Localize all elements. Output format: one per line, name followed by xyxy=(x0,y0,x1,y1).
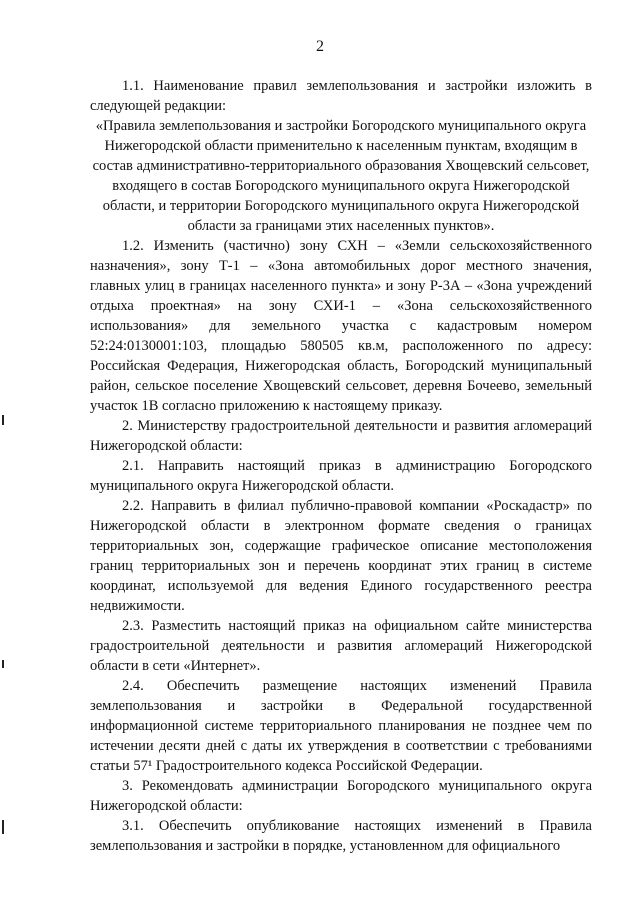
paragraph-2-2: 2.2. Направить в филиал публично-правовой компании «Роскадастр» по Нижегородской области в электронном формате сведения о границах территориальных зон, содержащие графическое описание местоположения границ территориальных зон и перечень координат этих границ в системе координат, используемой для ведения Единого государственного реестра недвижимости. xyxy=(90,498,592,614)
paragraph-3-1: 3.1. Обеспечить опубликование настоящих изменений в Правила землепользования и застройки в порядке, установленном для официального xyxy=(90,818,592,854)
rules-title-quote: «Правила землепользования и застройки Богородского муниципального округа Нижегородской области применительно к населенным пунктам, входящим в состав административно-территориального образования Хвощевский сельсовет, входящего в состав Богородского муниципального округа Нижегородской области, и территории Богородского муниципального округа Нижегородской области за границами этих населенных пунктов». xyxy=(92,118,590,234)
scan-edge-mark xyxy=(2,820,4,834)
document-body xyxy=(90,76,592,856)
paragraph-2: 2. Министерству градостроительной деятельности и развития агломераций Нижегородской области: xyxy=(90,418,592,454)
scan-edge-mark xyxy=(2,660,4,668)
paragraph-1-1: 1.1. Наименование правил землепользования и застройки изложить в следующей редакции: xyxy=(90,78,592,114)
page-number: 2 xyxy=(316,38,324,55)
scan-edge-mark xyxy=(2,415,4,425)
paragraph-2-1: 2.1. Направить настоящий приказ в администрацию Богородского муниципального округа Нижегородской области. xyxy=(90,458,592,494)
paragraph-2-3: 2.3. Разместить настоящий приказ на официальном сайте министерства градостроительной деятельности и развития агломераций Нижегородской области в сети «Интернет». xyxy=(90,618,592,674)
paragraph-2-4: 2.4. Обеспечить размещение настоящих изменений Правила землепользования и застройки в Федеральной государственной информационной системе территориального планирования не позднее чем по истечении десяти дней с даты их утверждения в соответствии с требованиями статьи 57¹ Градостроительного кодекса Российской Федерации. xyxy=(90,678,592,774)
paragraph-3: 3. Рекомендовать администрации Богородского муниципального округа Нижегородской области: xyxy=(90,778,592,814)
paragraph-1-2: 1.2. Изменить (частично) зону СХН – «Земли сельскохозяйственного назначения», зону Т-1 – «Зона автомобильных дорог местного значения, главных улиц в границах населенного пункта» и зону Р-3А – «Зона учреждений отдыха проектная» на зону СХИ-1 – «Зона сельскохозяйственного использования» для земельного участка с кадастровым номером 52:24:0130001:103, площадью 580505 кв.м, расположенного по адресу: Российская Федерация, Нижегородская область, Богородский муниципальный район, сельское поселение Хвощевский сельсовет, деревня Бочеево, земельный участок 1В согласно приложению к настоящему приказу. xyxy=(90,238,592,414)
